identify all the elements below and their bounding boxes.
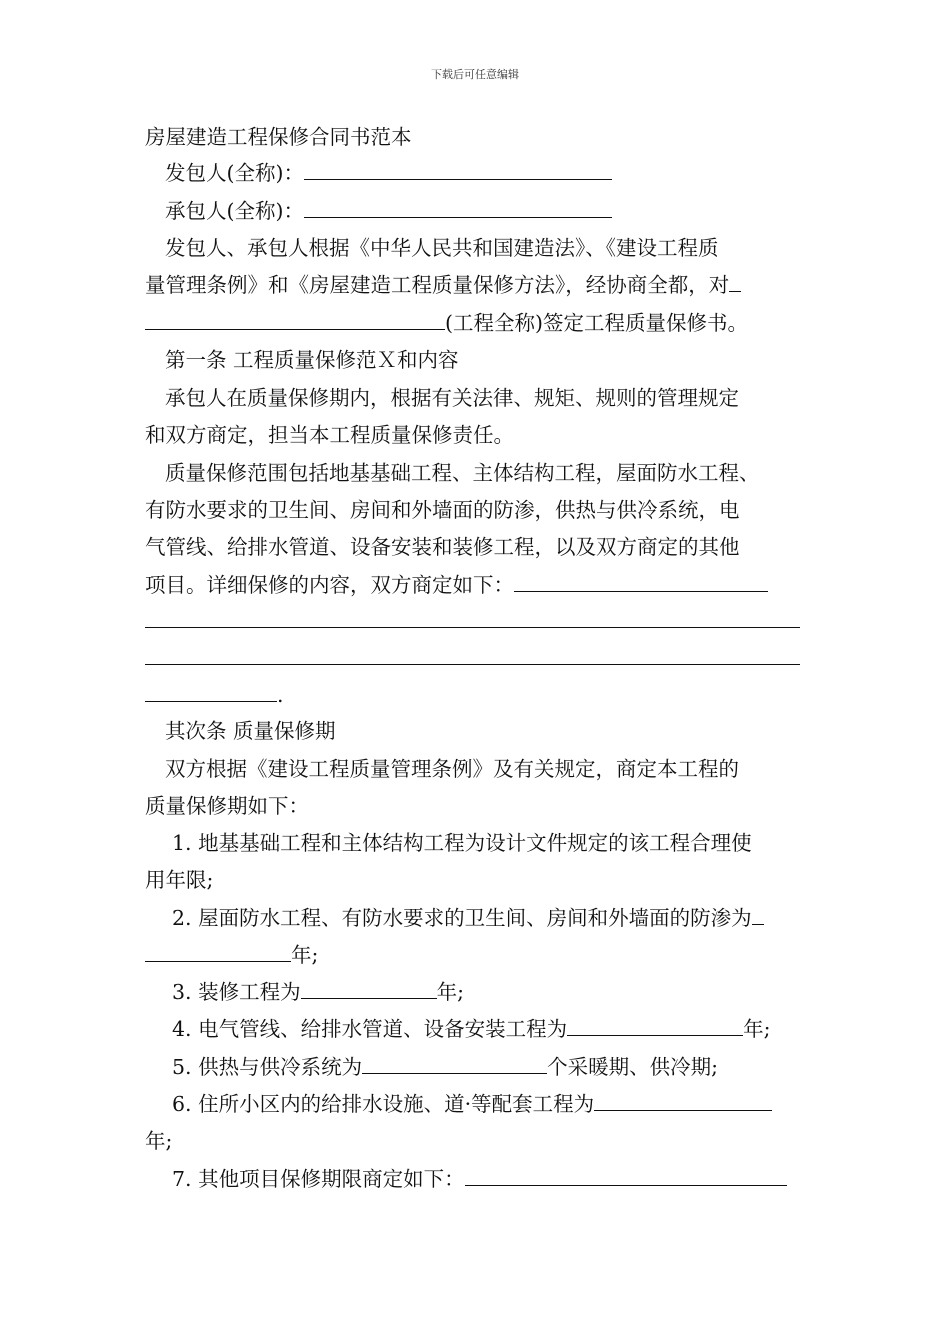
- item-2-text: 2. 屋面防水工程、有防水要求的卫生间、房间和外墙面的防渗为: [172, 906, 752, 930]
- content-end-period: .: [277, 683, 284, 707]
- content-blank-1[interactable]: [514, 573, 768, 592]
- item-6-line-1: [172, 1090, 772, 1118]
- item-2-line-1: [172, 904, 764, 932]
- article-1-title: 第一条 工程质量保修范Ｘ和内容: [165, 348, 459, 372]
- document-title: 房屋建造工程保修合同书范本: [145, 125, 412, 149]
- content-blank-line-2: [145, 607, 800, 635]
- item-3-text: 3. 装修工程为: [172, 980, 301, 1004]
- item-7-line: [172, 1165, 787, 1193]
- item-5-line: [172, 1053, 718, 1081]
- art1-p2-line-3: 气管线、给排水管道、设备安装和装修工程，以及双方商定的其他: [145, 535, 740, 559]
- party-b-line: [165, 197, 612, 225]
- item-1-line-2: 用年限;: [145, 868, 214, 892]
- item-7-text: 7. 其他项目保修期限商定如下：: [172, 1167, 465, 1191]
- content-blank-line-3: [145, 644, 800, 672]
- item-3-line: [172, 978, 464, 1006]
- item-6-line-2: 年;: [145, 1129, 173, 1153]
- project-name-blank[interactable]: [145, 311, 445, 330]
- art1-p1-line-1: 承包人在质量保修期内，根据有关法律、规矩、规则的管理规定: [165, 386, 739, 410]
- item-3-blank[interactable]: [301, 980, 437, 999]
- project-name-blank-start[interactable]: [729, 273, 741, 292]
- page-header: 下载后可任意编辑: [431, 68, 519, 81]
- item-7-blank[interactable]: [465, 1167, 787, 1186]
- party-b-label: 承包人(全称)：: [165, 199, 304, 223]
- item-2-blank[interactable]: [145, 943, 291, 962]
- art1-p2-line-4: [145, 571, 768, 599]
- art1-p1-line-2: 和双方商定，担当本工程质量保修责任。: [145, 423, 514, 447]
- article-2-title: 其次条 质量保修期: [165, 719, 336, 743]
- item-2-blank-start[interactable]: [752, 906, 764, 925]
- item-1-line-1: 1. 地基基础工程和主体结构工程为设计文件规定的该工程合理使: [172, 831, 752, 855]
- item-2-line-2: [145, 941, 318, 969]
- intro-line-1: 发包人、承包人根据《中华人民共和国建造法》、《建设工程质: [165, 236, 719, 260]
- content-blank-4[interactable]: [145, 683, 277, 702]
- item-5-text: 5. 供热与供冷系统为: [172, 1055, 363, 1079]
- party-a-label: 发包人(全称)：: [165, 161, 304, 185]
- art1-p2-line-1: 质量保修范围包括地基基础工程、主体结构工程，屋面防水工程、: [165, 461, 760, 485]
- art2-p1-line-2: 质量保修期如下：: [145, 794, 309, 818]
- item-4-line: [172, 1015, 771, 1043]
- item-5-blank[interactable]: [362, 1055, 547, 1074]
- intro-line-2: [145, 271, 741, 299]
- item-4-unit: 年;: [743, 1017, 771, 1041]
- content-blank-line-4: [145, 681, 284, 709]
- art1-p2-line-4-text: 项目。详细保修的内容，双方商定如下：: [145, 573, 514, 597]
- item-4-text: 4. 电气管线、给排水管道、设备安装工程为: [172, 1017, 568, 1041]
- party-a-blank[interactable]: [304, 161, 612, 180]
- item-2-unit: 年;: [291, 943, 319, 967]
- intro-line-3-text: (工程全称)签定工程质量保修书。: [445, 311, 748, 335]
- item-3-unit: 年;: [436, 980, 464, 1004]
- content-blank-3[interactable]: [145, 646, 800, 665]
- item-6-blank[interactable]: [594, 1092, 772, 1111]
- item-5-unit: 个采暖期、供冷期;: [547, 1055, 718, 1079]
- intro-line-3: [145, 309, 748, 337]
- art1-p2-line-2: 有防水要求的卫生间、房间和外墙面的防渗，供热与供冷系统，电: [145, 498, 740, 522]
- party-b-blank[interactable]: [304, 199, 612, 218]
- content-blank-2[interactable]: [145, 609, 800, 628]
- art2-p1-line-1: 双方根据《建设工程质量管理条例》及有关规定，商定本工程的: [165, 757, 739, 781]
- intro-line-2-text: 量管理条例》和《房屋建造工程质量保修方法》，经协商全都，对: [145, 273, 730, 297]
- item-6-text: 6. 住所小区内的给排水设施、道·等配套工程为: [172, 1092, 595, 1116]
- party-a-line: [165, 159, 612, 187]
- item-4-blank[interactable]: [567, 1017, 743, 1036]
